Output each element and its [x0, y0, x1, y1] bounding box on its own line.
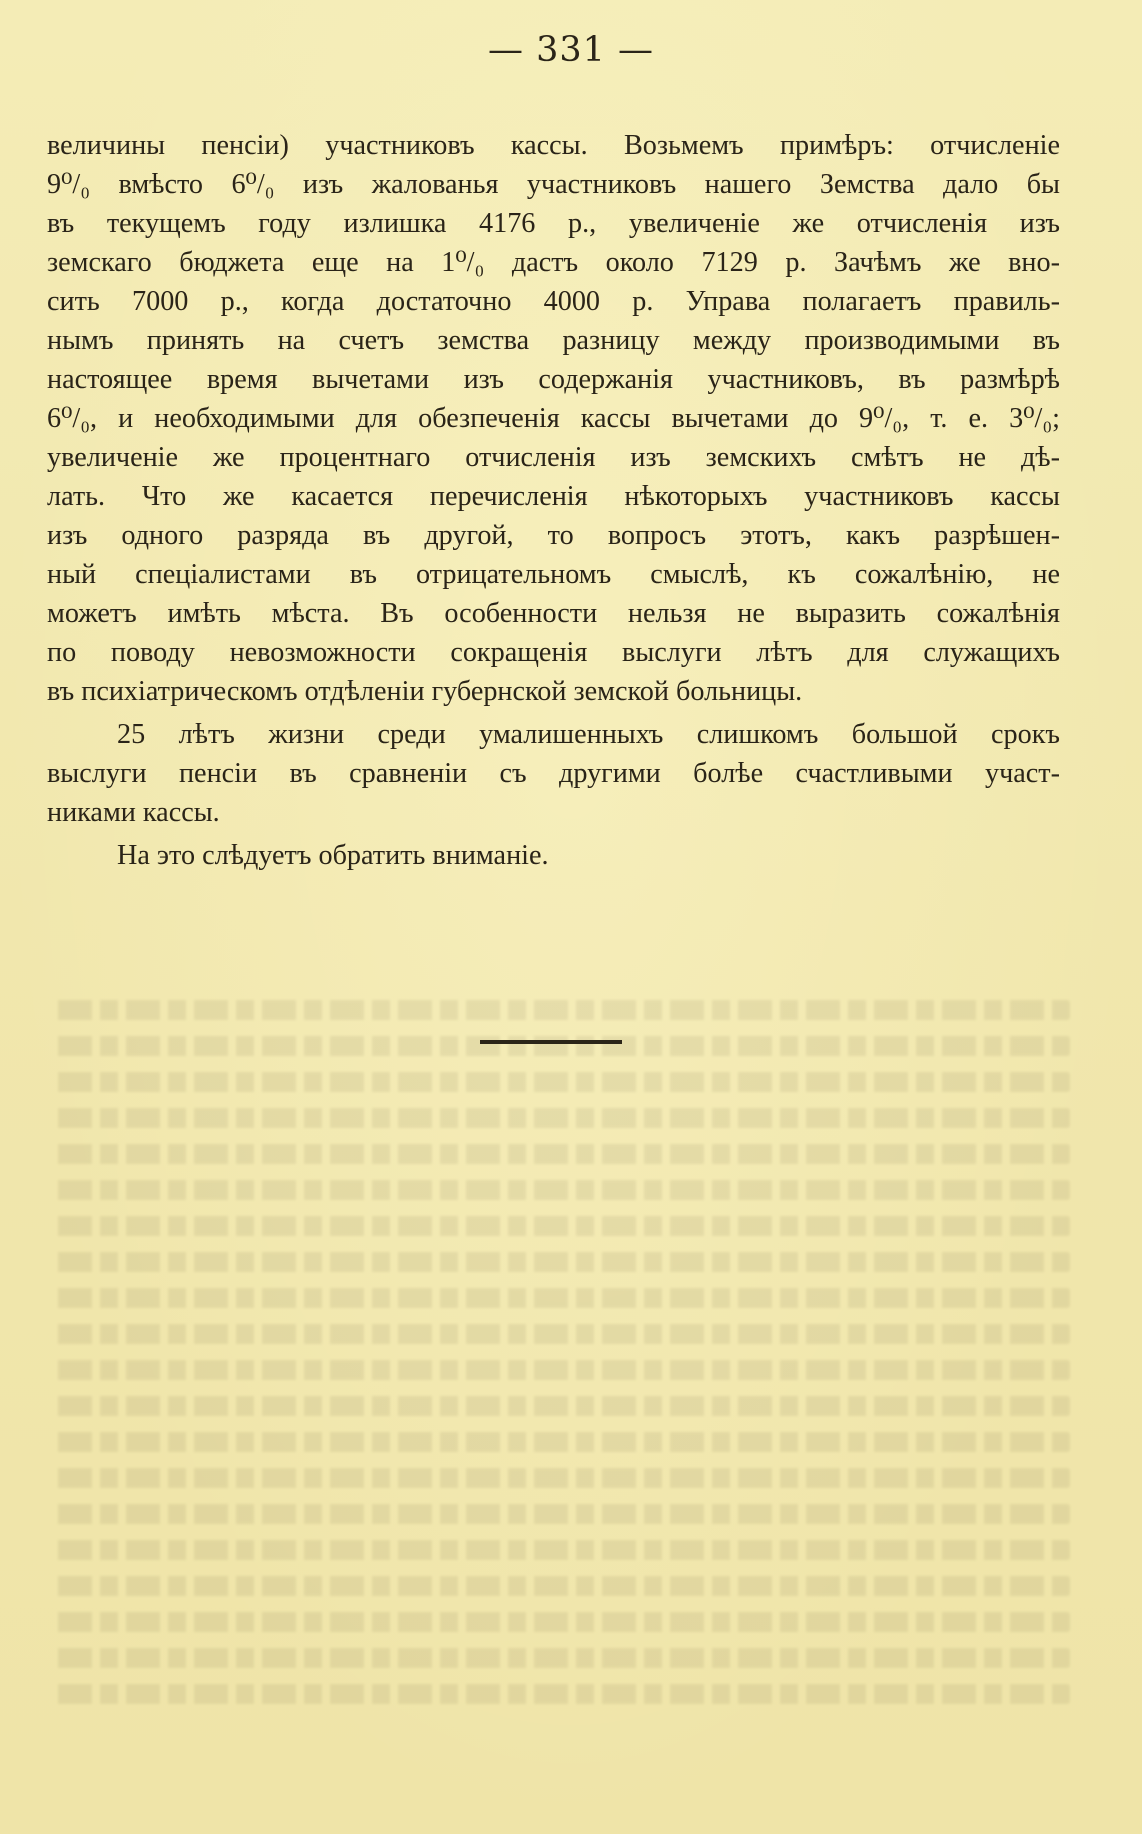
- text-line: можетъ имѣть мѣста. Въ особенности нельзя не выразить сожалѣнія: [47, 598, 1060, 629]
- text-line: въ психіатрическомъ отдѣленіи губернской земской больницы.: [47, 676, 803, 707]
- text-line: изъ одного разряда въ другой, то вопросъ этотъ, какъ разрѣшен-: [47, 520, 1060, 551]
- section-divider: [480, 1040, 622, 1044]
- text-line: лать. Что же касается перечисленія нѣкоторыхъ участниковъ кассы: [47, 481, 1060, 512]
- text-line: 6⁰/₀, и необходимыми для обезпеченія кассы вычетами до 9⁰/₀, т. е. 3⁰/₀;: [47, 403, 1060, 434]
- text-line: въ текущемъ году излишка 4176 р., увеличеніе же отчисленія изъ: [47, 208, 1060, 239]
- text-line: величины пенсіи) участниковъ кассы. Возьмемъ примѣръ: отчисленіе: [47, 130, 1060, 161]
- text-line: земскаго бюджета еще на 1⁰/₀ дастъ около 7129 р. Зачѣмъ же вно-: [47, 247, 1060, 278]
- text-line: выслуги пенсіи въ сравненіи съ другими болѣе счастливыми участ-: [47, 758, 1060, 789]
- text-line: увеличеніе же процентнаго отчисленія изъ земскихъ смѣтъ не дѣ-: [47, 442, 1060, 473]
- body-text: [47, 126, 1060, 875]
- text-line: нымъ принять на счетъ земства разницу между производимыми въ: [47, 325, 1060, 356]
- text-line: 25 лѣтъ жизни среди умалишенныхъ слишкомъ большой срокъ: [117, 719, 1060, 750]
- page-number: — 331 —: [487, 30, 655, 70]
- text-line: ный спеціалистами въ отрицательномъ смыслѣ, къ сожалѣнію, не: [47, 559, 1060, 590]
- text-line: никами кассы.: [47, 797, 220, 828]
- text-line: 9⁰/₀ вмѣсто 6⁰/₀ изъ жалованья участниковъ нашего Земства дало бы: [47, 169, 1060, 200]
- text-line: сить 7000 р., когда достаточно 4000 р. Управа полагаетъ правиль-: [47, 286, 1060, 317]
- text-line: На это слѣдуетъ обратить вниманіе.: [117, 840, 549, 871]
- text-line: настоящее время вычетами изъ содержанія участниковъ, въ размѣрѣ: [47, 364, 1060, 395]
- text-line: по поводу невозможности сокращенія выслуги лѣтъ для служащихъ: [47, 637, 1060, 668]
- bleed-through-text: [50, 1000, 1070, 1780]
